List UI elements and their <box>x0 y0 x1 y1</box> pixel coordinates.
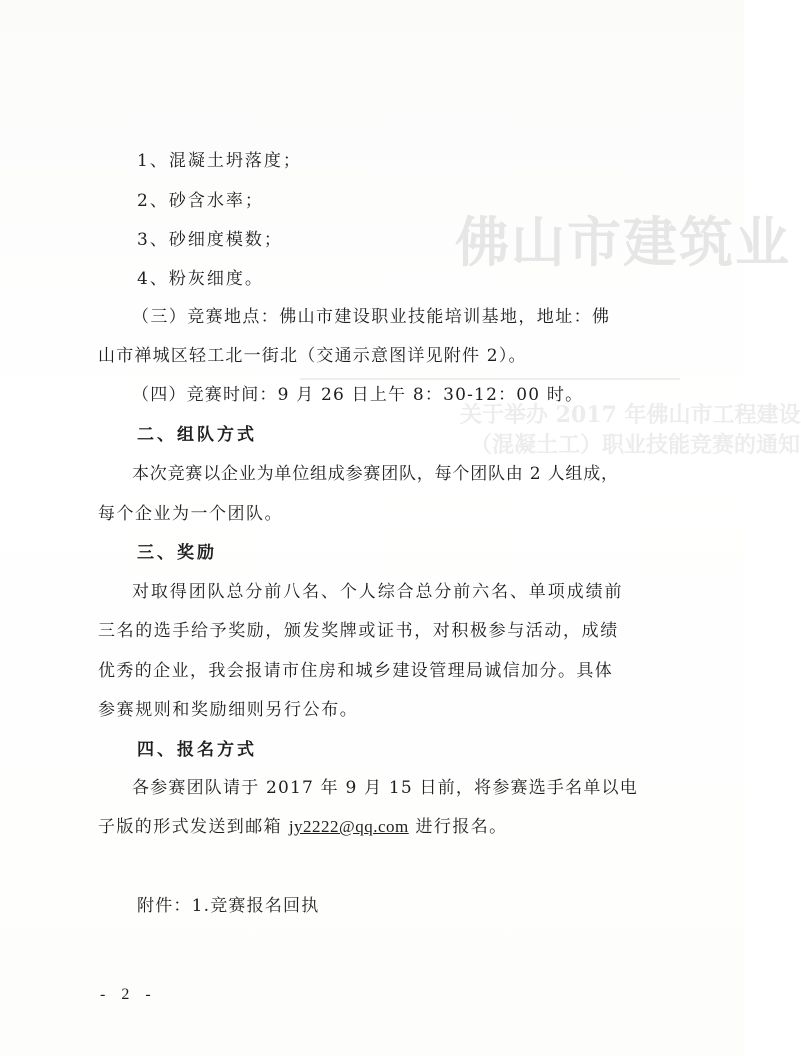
bleed-through-subtitle-1: 关于举办 2017 年佛山市工程建设 <box>460 402 801 428</box>
item-4 <box>137 268 264 290</box>
item-1 <box>137 150 302 172</box>
bleed-through-subtitle-2: （混凝土工）职业技能竞赛的通知 <box>470 432 801 458</box>
section-3-heading: 三、奖励 <box>137 543 217 563</box>
section-3-line-4: 参赛规则和奖励细则另行公布。 <box>98 700 359 720</box>
item-3-text: 砂细度模数； <box>168 230 283 250</box>
venue-line-2: 山市禅城区轻工北一街北（交通示意图详见附件 2）。 <box>98 346 527 366</box>
item-3 <box>137 229 283 251</box>
section-4-line-1: 各参赛团队请于 2017 年 9 月 15 日前，将参赛选手名单以电 <box>132 778 638 798</box>
section-3-line-3: 优秀的企业，我会报请市住房和城乡建设管理局诚信加分。具体 <box>98 661 614 681</box>
item-1-num: 1、 <box>137 151 169 171</box>
item-4-num: 4、 <box>137 269 169 289</box>
section-2-line-1: 本次竞赛以企业为单位组成参赛团队，每个团队由 2 人组成， <box>132 464 619 484</box>
bleed-through-rule <box>300 378 680 380</box>
item-2-num: 2、 <box>137 191 169 211</box>
section-4-line-2-suffix: 进行报名。 <box>408 817 508 837</box>
item-2-text: 砂含水率； <box>168 191 264 211</box>
section-3-line-1: 对取得团队总分前八名、个人综合总分前六名、单项成绩前 <box>132 582 624 602</box>
section-2-line-2: 每个企业为一个团队。 <box>98 504 283 524</box>
section-2-heading: 二、组队方式 <box>137 425 257 445</box>
bleed-through-title: 佛山市建筑业 <box>455 210 791 274</box>
competition-time: （四）竞赛时间：9 月 26 日上午 8：30-12：00 时。 <box>132 385 584 405</box>
attachment-note: 附件：1.竞赛报名回执 <box>137 896 320 916</box>
item-1-text: 混凝土坍落度； <box>168 151 302 171</box>
item-4-text: 粉灰细度。 <box>168 269 264 289</box>
item-3-num: 3、 <box>137 230 169 250</box>
section-4-line-2-prefix: 子版的形式发送到邮箱 <box>98 817 289 837</box>
email-link[interactable]: jy2222@qq.com <box>288 817 409 836</box>
section-4-heading: 四、报名方式 <box>137 740 257 760</box>
item-2 <box>137 190 264 212</box>
page-number: - 2 - <box>100 986 157 1003</box>
section-4-line-2 <box>98 816 508 838</box>
venue-line-1: （三）竞赛地点：佛山市建设职业技能培训基地，地址：佛 <box>132 307 611 327</box>
section-3-line-2: 三名的选手给予奖励，颁发奖牌或证书，对积极参与活动，成绩 <box>98 621 619 641</box>
